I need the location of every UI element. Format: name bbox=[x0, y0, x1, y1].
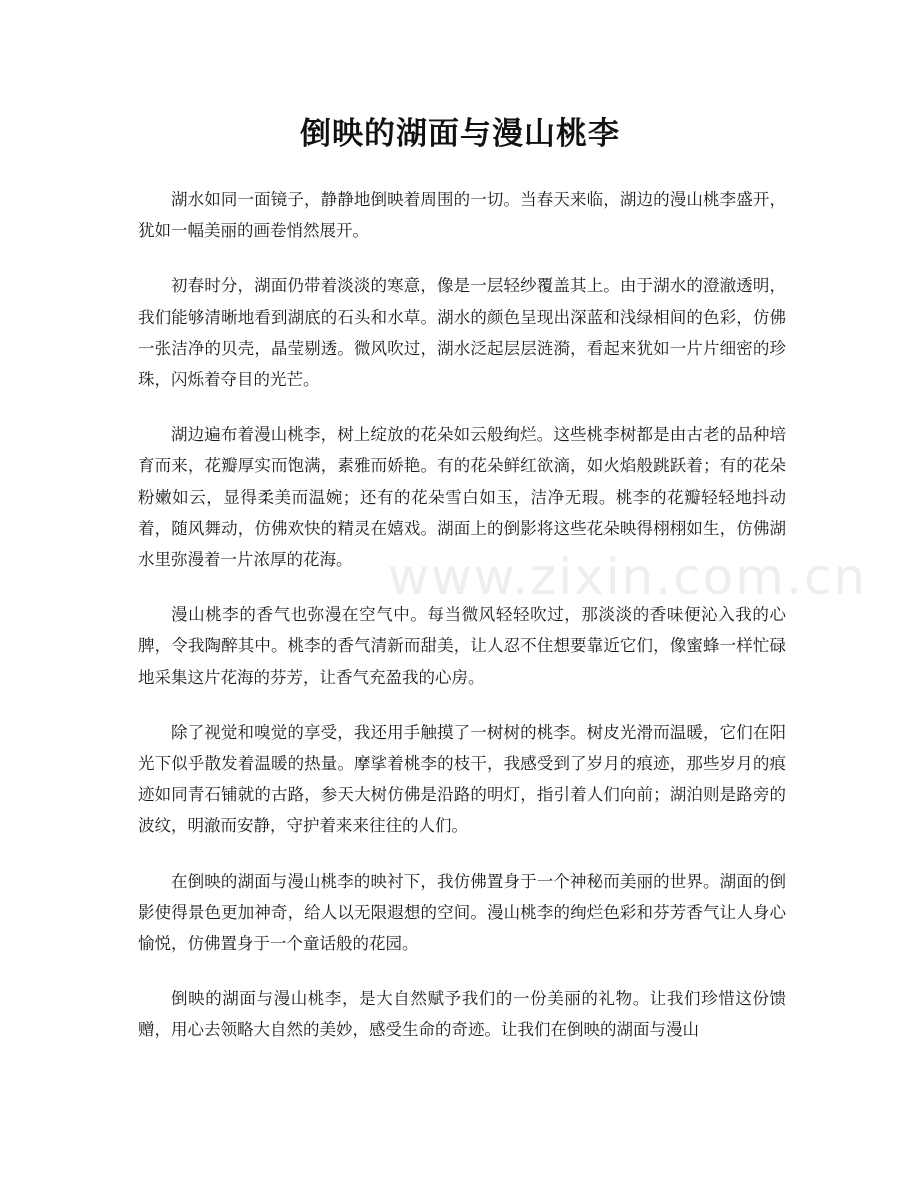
paragraph-4: 漫山桃李的香气也弥漫在空气中。每当微风轻轻吹过，那淡淡的香味便沁入我的心脾，令我陶醉其中。桃李的香气清新而甜美，让人忍不住想要靠近它们，像蜜蜂一样忙碌地采集这片花海的芬芳，让香气充盈我的心房。 bbox=[138, 605, 786, 687]
paragraph-1: 湖水如同一面镜子，静静地倒映着周围的一切。当春天来临，湖边的漫山桃李盛开，犹如一幅美丽的画卷悄然展开。 bbox=[138, 190, 786, 241]
paragraph-6: 在倒映的湖面与漫山桃李的映衬下，我仿佛置身于一个神秘而美丽的世界。湖面的倒影使得景色更加神奇，给人以无限遐想的空间。漫山桃李的绚烂色彩和芬芳香气让人身心愉悦，仿佛置身于一个童话般的花园。 bbox=[138, 871, 786, 954]
paragraph-5: 除了视觉和嗅觉的享受，我还用手触摸了一树树的桃李。树皮光滑而温暖，它们在阳光下似乎散发着温暖的热量。摩挲着桃李的枝干，我感受到了岁月的痕迹，那些岁月的痕迹如同青石铺就的古路，参天大树仿佛是沿路的明灯，指引着人们向前；湖泊则是路旁的波纹，明澈而安静，守护着来来往往的人们。 bbox=[138, 722, 786, 836]
watermark: www.zixin.com.cn bbox=[388, 548, 868, 606]
paragraph-2: 初春时分，湖面仍带着淡淡的寒意，像是一层轻纱覆盖其上。由于湖水的澄澈透明，我们能够清晰地看到湖底的石头和水草。湖水的颜色呈现出深蓝和浅绿相间的色彩，仿佛一张洁净的贝壳，晶莹剔透。微风吹过，湖水泛起层层涟漪，看起来犹如一片片细密的珍珠，闪烁着夺目的光芒。 bbox=[138, 276, 786, 390]
document-body bbox=[138, 184, 786, 1070]
page-title: 倒映的湖面与漫山桃李 bbox=[300, 116, 620, 152]
paragraph-7: 倒映的湖面与漫山桃李，是大自然赋予我们的一份美丽的礼物。让我们珍惜这份馈赠，用心去领略大自然的美妙，感受生命的奇迹。让我们在倒映的湖面与漫山 bbox=[138, 989, 786, 1040]
paragraph-3: 湖边遍布着漫山桃李，树上绽放的花朵如云般绚烂。这些桃李树都是由古老的品种培育而来，花瓣厚实而饱满，素雅而娇艳。有的花朵鲜红欲滴，如火焰般跳跃着；有的花朵粉嫩如云，显得柔美而温婉；还有的花朵雪白如玉，洁净无瑕。桃李的花瓣轻轻地抖动着，随风舞动，仿佛欢快的精灵在嬉戏。湖面上的倒影将这些花朵映得栩栩如生，仿佛湖水里弥漫着一片浓厚的花海。 bbox=[138, 425, 786, 570]
